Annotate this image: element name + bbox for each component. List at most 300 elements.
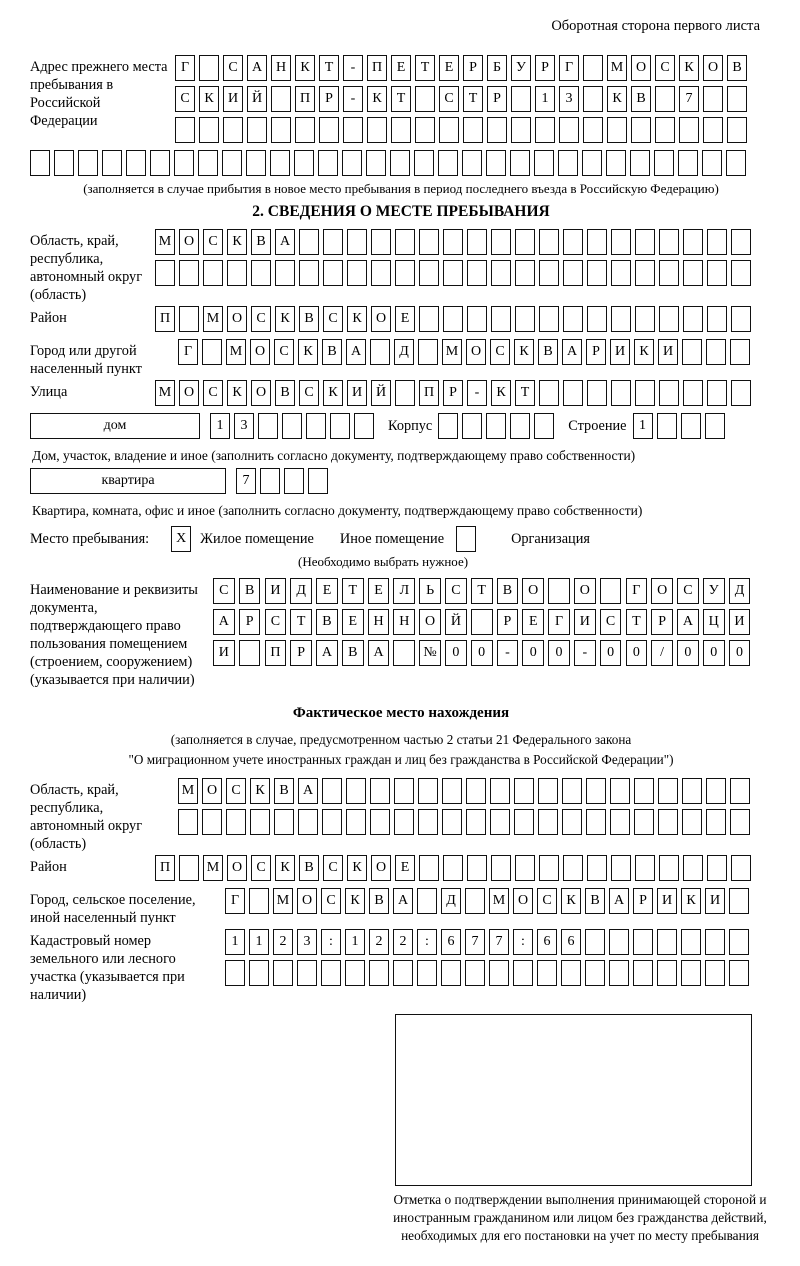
char-box[interactable]: А [247,55,267,81]
char-box[interactable] [681,413,701,439]
char-box[interactable] [600,578,622,604]
char-box[interactable]: Д [441,888,461,914]
char-box[interactable] [657,929,677,955]
char-box[interactable] [561,960,581,986]
char-box[interactable] [491,855,511,881]
char-box[interactable] [659,229,679,255]
char-box[interactable]: В [274,778,294,804]
char-box[interactable]: С [203,380,223,406]
char-box[interactable] [467,260,487,286]
char-box[interactable] [659,380,679,406]
char-box[interactable]: П [265,640,287,666]
char-box[interactable] [299,229,319,255]
char-box[interactable] [534,150,554,176]
char-box[interactable]: П [155,855,175,881]
char-box[interactable] [731,229,751,255]
char-box[interactable] [486,413,506,439]
char-box[interactable]: В [251,229,271,255]
char-box[interactable] [299,260,319,286]
char-box[interactable]: 3 [559,86,579,112]
char-box[interactable]: Р [586,339,606,365]
char-box[interactable] [548,578,570,604]
char-box[interactable] [486,150,506,176]
char-box[interactable] [371,260,391,286]
char-box[interactable] [631,117,651,143]
char-box[interactable]: 3 [234,413,254,439]
char-box[interactable]: Л [393,578,415,604]
char-box[interactable] [322,809,342,835]
char-box[interactable] [439,117,459,143]
char-box[interactable] [705,960,725,986]
char-box[interactable]: К [295,55,315,81]
char-box[interactable]: С [175,86,195,112]
char-box[interactable] [635,229,655,255]
char-box[interactable]: Т [342,578,364,604]
char-box[interactable] [179,855,199,881]
char-box[interactable]: Т [626,609,648,635]
char-box[interactable] [298,809,318,835]
char-box[interactable] [583,55,603,81]
char-box[interactable]: К [607,86,627,112]
char-box[interactable] [273,960,293,986]
char-box[interactable]: К [347,855,367,881]
char-box[interactable]: М [178,778,198,804]
char-box[interactable] [347,260,367,286]
char-box[interactable] [655,117,675,143]
char-box[interactable]: К [323,380,343,406]
char-box[interactable]: С [600,609,622,635]
char-box[interactable] [394,809,414,835]
char-box[interactable]: И [729,609,751,635]
char-box[interactable] [346,778,366,804]
char-box[interactable]: 1 [225,929,245,955]
char-box[interactable] [441,960,461,986]
char-box[interactable]: 7 [679,86,699,112]
char-box[interactable] [657,413,677,439]
char-box[interactable] [321,960,341,986]
char-box[interactable]: Р [535,55,555,81]
char-box[interactable] [466,809,486,835]
char-box[interactable]: Й [371,380,391,406]
char-box[interactable] [395,260,415,286]
char-box[interactable] [683,855,703,881]
char-box[interactable]: И [213,640,235,666]
char-box[interactable]: С [213,578,235,604]
char-box[interactable] [587,306,607,332]
char-box[interactable] [226,809,246,835]
char-box[interactable]: О [466,339,486,365]
char-box[interactable]: П [295,86,315,112]
char-box[interactable] [487,117,507,143]
char-box[interactable]: Р [290,640,312,666]
char-box[interactable]: О [522,578,544,604]
char-box[interactable] [343,117,363,143]
char-box[interactable] [658,809,678,835]
char-box[interactable]: М [442,339,462,365]
char-box[interactable] [609,960,629,986]
char-box[interactable] [514,778,534,804]
char-box[interactable] [249,888,269,914]
char-box[interactable] [562,778,582,804]
char-box[interactable]: П [419,380,439,406]
char-box[interactable] [537,960,557,986]
char-box[interactable]: О [703,55,723,81]
char-box[interactable]: К [347,306,367,332]
char-box[interactable] [587,260,607,286]
char-box[interactable] [705,413,725,439]
char-box[interactable] [462,413,482,439]
char-box[interactable]: Г [559,55,579,81]
char-box[interactable]: 1 [249,929,269,955]
char-box[interactable]: Г [548,609,570,635]
char-box[interactable] [345,960,365,986]
char-box[interactable]: С [439,86,459,112]
char-box[interactable] [102,150,122,176]
char-box[interactable]: С [677,578,699,604]
char-box[interactable]: Т [463,86,483,112]
char-box[interactable]: О [227,306,247,332]
char-box[interactable] [703,86,723,112]
char-box[interactable]: 2 [393,929,413,955]
char-box[interactable]: 0 [729,640,751,666]
char-box[interactable]: О [419,609,441,635]
char-box[interactable]: Й [247,86,267,112]
char-box[interactable] [415,117,435,143]
char-box[interactable]: К [227,229,247,255]
char-box[interactable] [611,229,631,255]
char-box[interactable] [393,960,413,986]
char-box[interactable]: Р [319,86,339,112]
char-box[interactable] [227,260,247,286]
char-box[interactable]: А [609,888,629,914]
char-box[interactable]: К [275,855,295,881]
char-box[interactable] [419,260,439,286]
char-box[interactable]: Г [178,339,198,365]
char-box[interactable] [731,260,751,286]
char-box[interactable]: 0 [600,640,622,666]
char-box[interactable] [415,86,435,112]
char-box[interactable] [726,150,746,176]
char-box[interactable]: И [574,609,596,635]
char-box[interactable]: - [343,55,363,81]
char-box[interactable]: Е [395,306,415,332]
char-box[interactable] [198,150,218,176]
char-box[interactable] [610,778,630,804]
char-box[interactable]: Е [342,609,364,635]
char-box[interactable] [155,260,175,286]
char-box[interactable]: А [393,888,413,914]
char-box[interactable] [347,229,367,255]
char-box[interactable]: / [651,640,673,666]
char-box[interactable] [308,468,328,494]
char-box[interactable] [559,117,579,143]
char-box[interactable] [707,855,727,881]
char-box[interactable]: 0 [703,640,725,666]
char-box[interactable] [490,809,510,835]
char-box[interactable] [418,809,438,835]
char-box[interactable]: В [497,578,519,604]
char-box[interactable]: 0 [626,640,648,666]
char-box[interactable] [539,229,559,255]
char-box[interactable]: 7 [465,929,485,955]
char-box[interactable] [202,339,222,365]
char-box[interactable] [730,339,750,365]
char-box[interactable]: С [537,888,557,914]
char-box[interactable] [297,960,317,986]
char-box[interactable]: Т [515,380,535,406]
char-box[interactable] [539,855,559,881]
char-box[interactable]: С [655,55,675,81]
char-box[interactable] [371,229,391,255]
char-box[interactable] [611,306,631,332]
char-box[interactable] [731,306,751,332]
char-box[interactable]: 6 [441,929,461,955]
char-box[interactable] [511,117,531,143]
char-box[interactable]: О [574,578,596,604]
char-box[interactable] [369,960,389,986]
char-box[interactable] [393,640,415,666]
char-box[interactable] [635,306,655,332]
char-box[interactable]: А [677,609,699,635]
char-box[interactable]: М [203,855,223,881]
char-box[interactable]: О [631,55,651,81]
char-box[interactable]: О [371,855,391,881]
char-box[interactable] [414,150,434,176]
char-box[interactable]: Т [391,86,411,112]
char-box[interactable] [683,306,703,332]
char-box[interactable]: К [514,339,534,365]
char-box[interactable]: А [275,229,295,255]
char-box[interactable]: В [342,640,364,666]
char-box[interactable]: Н [393,609,415,635]
char-box[interactable] [681,929,701,955]
char-box[interactable] [633,929,653,955]
char-box[interactable] [659,306,679,332]
char-box[interactable] [705,929,725,955]
char-box[interactable] [417,888,437,914]
char-box[interactable]: П [367,55,387,81]
char-box[interactable] [199,117,219,143]
char-box[interactable] [563,306,583,332]
char-box[interactable]: О [179,380,199,406]
char-box[interactable] [174,150,194,176]
char-box[interactable] [731,855,751,881]
char-box[interactable]: И [658,339,678,365]
char-box[interactable]: К [367,86,387,112]
char-box[interactable]: - [343,86,363,112]
char-box[interactable] [563,380,583,406]
char-box[interactable]: Р [487,86,507,112]
char-box[interactable]: С [274,339,294,365]
char-box[interactable]: 0 [471,640,493,666]
char-box[interactable]: 2 [369,929,389,955]
char-box[interactable]: М [155,229,175,255]
char-box[interactable]: А [213,609,235,635]
char-box[interactable] [511,86,531,112]
char-box[interactable]: Д [290,578,312,604]
char-box[interactable]: О [651,578,673,604]
char-box[interactable] [390,150,410,176]
char-box[interactable]: И [223,86,243,112]
char-box[interactable] [251,260,271,286]
char-box[interactable]: Е [316,578,338,604]
char-box[interactable] [514,809,534,835]
house-type-box[interactable]: дом [30,413,200,439]
char-box[interactable] [707,306,727,332]
char-box[interactable] [222,150,242,176]
char-box[interactable] [558,150,578,176]
char-box[interactable] [583,117,603,143]
char-box[interactable]: М [226,339,246,365]
char-box[interactable]: Т [319,55,339,81]
char-box[interactable] [438,150,458,176]
char-box[interactable]: Е [368,578,390,604]
char-box[interactable]: К [561,888,581,914]
char-box[interactable] [659,855,679,881]
char-box[interactable] [538,778,558,804]
char-box[interactable] [443,855,463,881]
char-box[interactable]: И [265,578,287,604]
char-box[interactable] [515,260,535,286]
char-box[interactable]: 1 [210,413,230,439]
char-box[interactable] [563,229,583,255]
char-box[interactable] [282,413,302,439]
char-box[interactable] [706,778,726,804]
char-box[interactable] [702,150,722,176]
char-box[interactable] [354,413,374,439]
char-box[interactable] [54,150,74,176]
char-box[interactable] [418,778,438,804]
char-box[interactable]: С [203,229,223,255]
char-box[interactable]: В [239,578,261,604]
char-box[interactable] [443,306,463,332]
char-box[interactable]: М [607,55,627,81]
char-box[interactable] [199,55,219,81]
char-box[interactable] [633,960,653,986]
char-box[interactable]: 0 [445,640,467,666]
char-box[interactable] [126,150,146,176]
char-box[interactable] [179,306,199,332]
char-box[interactable]: Д [729,578,751,604]
char-box[interactable] [727,117,747,143]
char-box[interactable] [731,380,751,406]
char-box[interactable] [679,117,699,143]
char-box[interactable] [271,117,291,143]
char-box[interactable] [510,150,530,176]
char-box[interactable]: : [417,929,437,955]
char-box[interactable] [178,809,198,835]
char-box[interactable]: № [419,640,441,666]
char-box[interactable]: М [155,380,175,406]
char-box[interactable]: С [323,855,343,881]
char-box[interactable] [443,229,463,255]
char-box[interactable] [706,809,726,835]
char-box[interactable]: М [273,888,293,914]
char-box[interactable] [515,855,535,881]
char-box[interactable]: Р [651,609,673,635]
char-box[interactable] [682,339,702,365]
char-box[interactable]: Е [522,609,544,635]
char-box[interactable]: 3 [297,929,317,955]
char-box[interactable] [586,809,606,835]
char-box[interactable]: М [203,306,223,332]
char-box[interactable]: П [155,306,175,332]
char-box[interactable]: В [585,888,605,914]
char-box[interactable] [467,229,487,255]
char-box[interactable] [706,339,726,365]
char-box[interactable] [465,888,485,914]
char-box[interactable] [438,413,458,439]
char-box[interactable] [179,260,199,286]
char-box[interactable] [681,960,701,986]
char-box[interactable] [419,229,439,255]
char-box[interactable]: 1 [535,86,555,112]
char-box[interactable]: Н [271,55,291,81]
char-box[interactable] [249,960,269,986]
char-box[interactable]: С [445,578,467,604]
char-box[interactable] [30,150,50,176]
char-box[interactable] [417,960,437,986]
char-box[interactable]: К [681,888,701,914]
char-box[interactable]: С [321,888,341,914]
char-box[interactable] [630,150,650,176]
char-box[interactable]: Ь [419,578,441,604]
char-box[interactable]: А [368,640,390,666]
char-box[interactable]: К [275,306,295,332]
char-box[interactable] [442,778,462,804]
char-box[interactable] [342,150,362,176]
char-box[interactable]: 0 [548,640,570,666]
char-box[interactable] [490,778,510,804]
char-box[interactable]: 6 [561,929,581,955]
char-box[interactable] [306,413,326,439]
char-box[interactable]: Т [290,609,312,635]
char-box[interactable] [394,778,414,804]
char-box[interactable]: О [297,888,317,914]
char-box[interactable]: А [562,339,582,365]
char-box[interactable] [491,306,511,332]
char-box[interactable]: К [345,888,365,914]
char-box[interactable] [610,809,630,835]
char-box[interactable] [582,150,602,176]
char-box[interactable]: В [538,339,558,365]
char-box[interactable] [729,929,749,955]
char-box[interactable] [274,809,294,835]
char-box[interactable] [443,260,463,286]
char-box[interactable] [395,380,415,406]
char-box[interactable] [587,855,607,881]
char-box[interactable]: Р [633,888,653,914]
char-box[interactable] [175,117,195,143]
char-box[interactable] [683,229,703,255]
char-box[interactable] [683,260,703,286]
char-box[interactable] [538,809,558,835]
char-box[interactable]: К [679,55,699,81]
char-box[interactable] [730,809,750,835]
char-box[interactable] [535,117,555,143]
char-box[interactable] [611,380,631,406]
char-box[interactable] [730,778,750,804]
char-box[interactable]: О [250,339,270,365]
char-box[interactable] [587,380,607,406]
char-box[interactable]: С [251,855,271,881]
char-box[interactable]: 0 [677,640,699,666]
char-box[interactable]: - [574,640,596,666]
char-box[interactable] [515,229,535,255]
char-box[interactable]: Т [471,578,493,604]
char-box[interactable]: О [251,380,271,406]
char-box[interactable]: А [316,640,338,666]
